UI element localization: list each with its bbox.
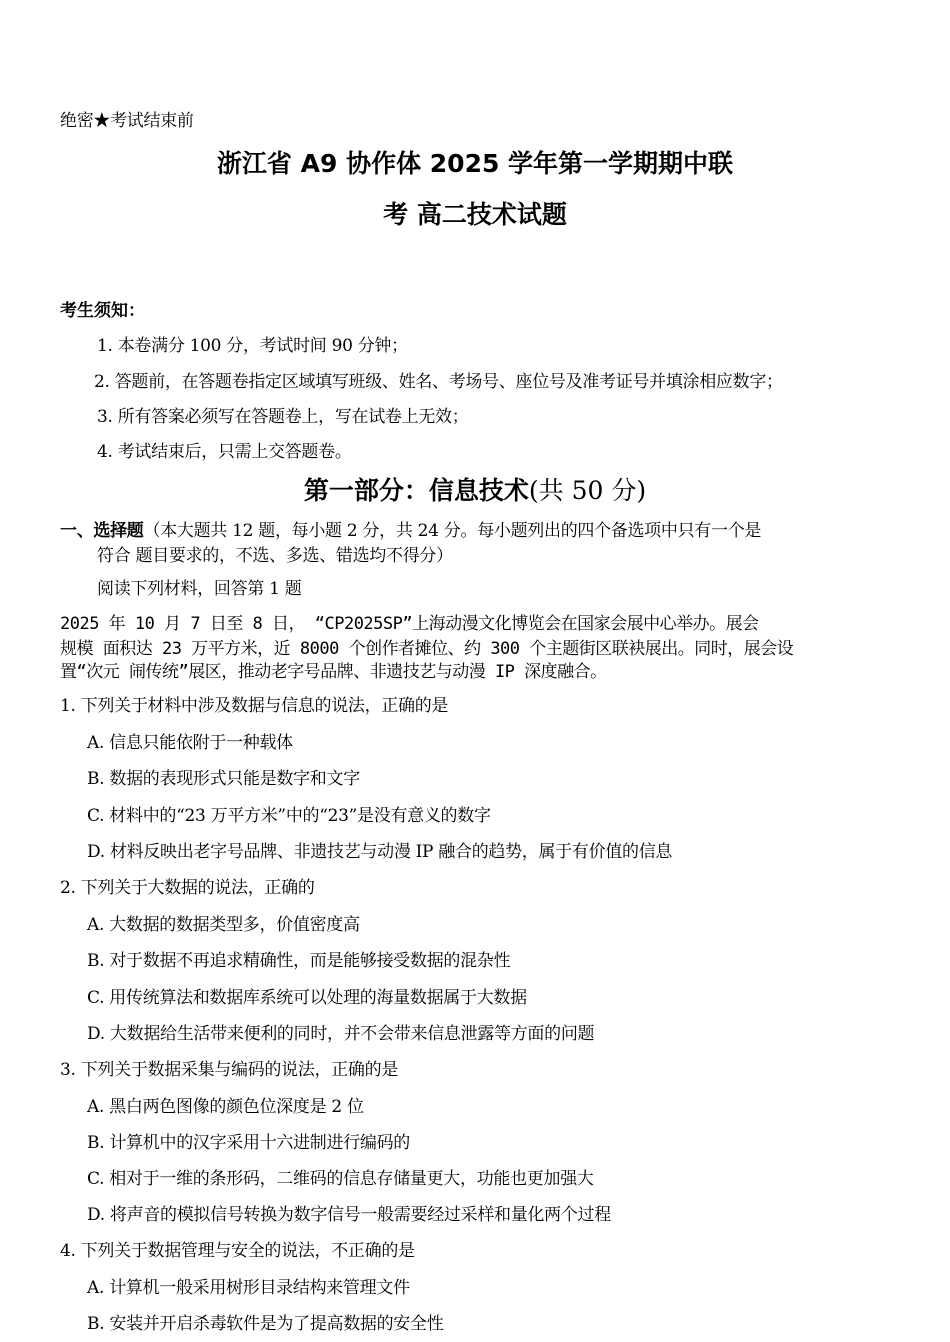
secret-mark: 绝密★考试结束前 (60, 111, 194, 131)
section-label: 一、选择题 (60, 521, 144, 541)
notice-item: 2. 答题前，在答题卷指定区域填写班级、姓名、考场号、座位号及准考证号并填涂相应数字； (94, 372, 783, 392)
question-option: D. 将声音的模拟信号转换为数字信号一般需要经过采样和量化两个过程 (87, 1205, 611, 1225)
question-stem: 2. 下列关于大数据的说法，正确的 (60, 878, 315, 898)
question-option: C. 材料中的“23 万平方米”中的“23”是没有意义的数字 (87, 806, 491, 826)
question-option: B. 安装并开启杀毒软件是为了提高数据的安全性 (87, 1314, 444, 1334)
question-option: D. 材料反映出老字号品牌、非遗技艺与动漫 IP 融合的趋势，属于有价值的信息 (87, 842, 673, 862)
question-option: D. 大数据给生活带来便利的同时，并不会带来信息泄露等方面的问题 (87, 1024, 595, 1044)
question-option: B. 数据的表现形式只能是数字和文字 (87, 769, 360, 789)
notice-heading: 考生须知： (60, 301, 145, 321)
section-desc: （本大题共 12 题，每小题 2 分，共 24 分。每小题列出的四个备选项中只有一个是 (143, 521, 762, 541)
question-option: A. 信息只能依附于一种载体 (87, 733, 293, 753)
exam-title-line-1: 浙江省 A9 协作体 2025 学年第一学期期中联 (216, 149, 734, 178)
notice-item: 1. 本卷满分 100 分，考试时间 90 分钟； (97, 336, 408, 356)
part-heading (0, 471, 950, 507)
section-heading (60, 516, 761, 541)
notice-item: 3. 所有答案必须写在答题卷上，写在试卷上无效； (97, 407, 469, 427)
question-option: A. 大数据的数据类型多，价值密度高 (87, 915, 360, 935)
part-heading-score: (共 50 分) (528, 476, 647, 505)
question-stem: 3. 下列关于数据采集与编码的说法，正确的是 (60, 1060, 399, 1080)
reading-prompt: 阅读下列材料，回答第 1 题 (97, 579, 302, 599)
material-line: 2025 年 10 月 7 日至 8 日， “CP2025SP”上海动漫文化博览会在国家会展中心举办。展会 (60, 614, 759, 634)
question-option: A. 计算机一般采用树形目录结构来管理文件 (87, 1278, 410, 1298)
part-heading-title: 第一部分：信息技术 (303, 476, 529, 505)
question-option: B. 计算机中的汉字采用十六进制进行编码的 (87, 1133, 410, 1153)
material-line: 置“次元 闹传统”展区，推动老字号品牌、非遗技艺与动漫 IP 深度融合。 (60, 662, 607, 682)
question-stem: 4. 下列关于数据管理与安全的说法，不正确的是 (60, 1241, 415, 1261)
question-stem: 1. 下列关于材料中涉及数据与信息的说法，正确的是 (60, 696, 449, 716)
material-line: 规模 面积达 23 万平方米，近 8000 个创作者摊位、约 300 个主题街区联袂展出。同时，展会设 (60, 639, 794, 659)
question-option: A. 黑白两色图像的颜色位深度是 2 位 (87, 1097, 364, 1117)
exam-title-line-2: 考 高二技术试题 (383, 200, 567, 229)
question-option: C. 用传统算法和数据库系统可以处理的海量数据属于大数据 (87, 988, 527, 1008)
question-option: C. 相对于一维的条形码，二维码的信息存储量更大，功能也更加强大 (87, 1169, 594, 1189)
question-option: B. 对于数据不再追求精确性，而是能够接受数据的混杂性 (87, 951, 511, 971)
section-desc-cont: 符合 题目要求的，不选、多选、错选均不得分） (97, 546, 453, 566)
notice-item: 4. 考试结束后，只需上交答题卷。 (97, 442, 352, 462)
